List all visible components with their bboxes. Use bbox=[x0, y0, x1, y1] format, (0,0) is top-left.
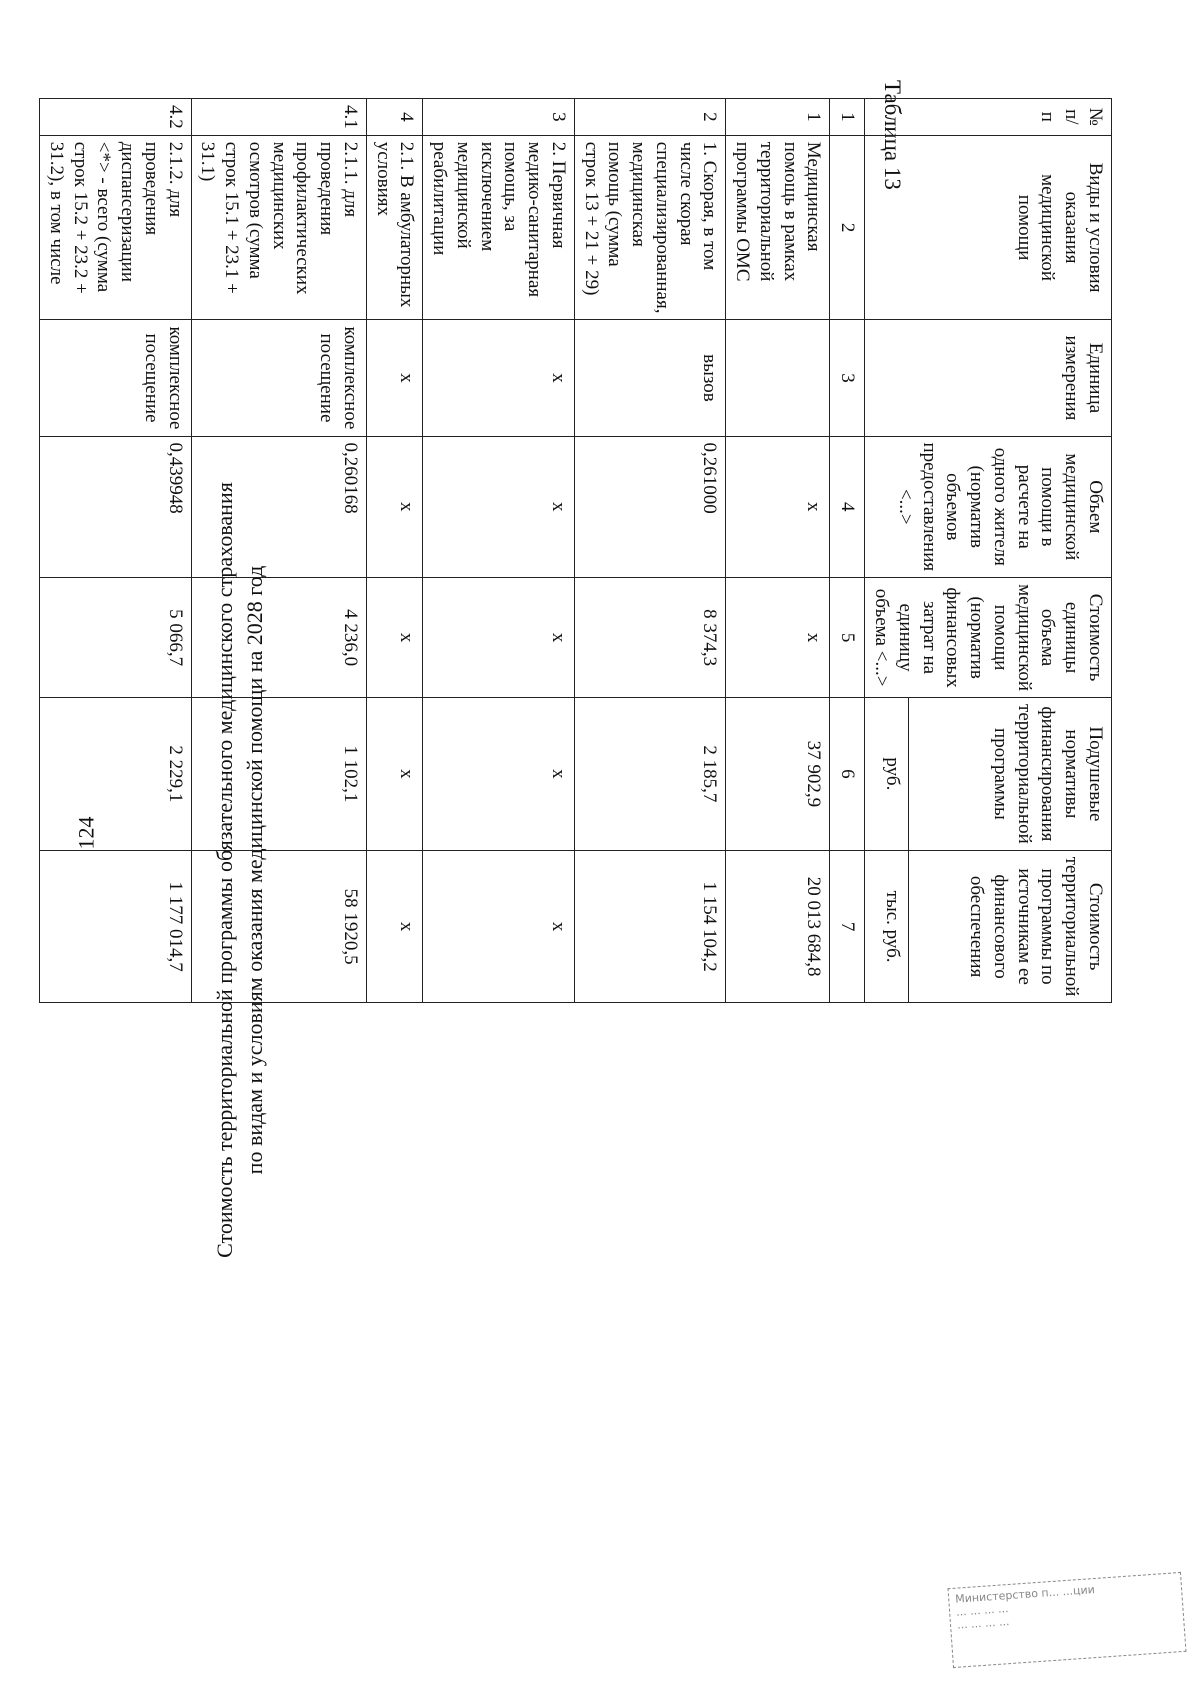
stamp-line: ... ... ... ... bbox=[955, 1602, 1009, 1619]
stamp-line: Министерство п... ...ции bbox=[954, 1583, 1096, 1606]
header-volume: Объем медицинской помощи в расчете на одного жителя (норматив объемов предоставления <...> bbox=[865, 436, 1112, 578]
title-line-2: по видам и условиям оказания медицинской помощи на 2028 год bbox=[241, 565, 267, 1175]
table-row bbox=[726, 99, 830, 1003]
column-number: 1 bbox=[830, 99, 865, 136]
row-unit-cost: 5 066,7 bbox=[40, 578, 192, 698]
table-row bbox=[40, 99, 192, 1003]
header-care-type: Виды и условия оказания медицинской помощи bbox=[865, 135, 1112, 320]
row-number: 4.2 bbox=[40, 99, 192, 136]
header-unit-thousand-rub: тыс. руб. bbox=[865, 850, 909, 1003]
row-number: 3 bbox=[423, 99, 575, 136]
header-per-capita: Подушевые нормативы финансирования территориальной программы bbox=[909, 698, 1112, 851]
row-unit: комплексное посещение bbox=[191, 320, 366, 436]
row-unit-cost: 8 374,3 bbox=[575, 578, 727, 698]
page-number: 124 bbox=[73, 816, 99, 850]
header-unit-rub: руб. bbox=[865, 698, 909, 851]
row-unit: комплексное посещение bbox=[40, 320, 192, 436]
table-row bbox=[191, 99, 366, 1003]
row-volume: 0,439948 bbox=[40, 436, 192, 578]
cost-table bbox=[39, 98, 1112, 1003]
row-unit: x bbox=[367, 320, 424, 436]
row-care-type: 2.1.1. для проведения профилактических медицинских осмотров (сумма строк 15.1 + 23.1 + 31.1) bbox=[191, 135, 366, 320]
row-number: 1 bbox=[726, 99, 830, 136]
row-care-type: 2. Первичная медико-санитарная помощь, за исключением медицинской реабилитации bbox=[423, 135, 575, 320]
row-unit-cost: x bbox=[367, 578, 424, 698]
row-care-type: 2.1.2. для проведения диспансеризации <*> - всего (сумма строк 15.2 + 23.2 + 31.2), в том числе bbox=[40, 135, 192, 320]
header-unit-cost: Стоимость единицы объема медицинской помощи (норматив финансовых затрат на единицу объема <...> bbox=[865, 578, 1112, 698]
column-number: 5 bbox=[830, 578, 865, 698]
column-number: 2 bbox=[830, 135, 865, 320]
header-total-cost: Стоимость территориальной программы по источникам ее финансового обеспечения bbox=[909, 850, 1112, 1003]
row-volume: 0,260168 bbox=[191, 436, 366, 578]
header-row bbox=[909, 99, 1112, 1003]
row-volume: x bbox=[726, 436, 830, 578]
title-line-1: Стоимость территориальной программы обязательного медицинского страхования bbox=[212, 482, 237, 1258]
table-label-text: Таблица 13 bbox=[880, 80, 905, 190]
ministry-stamp bbox=[947, 1572, 1186, 1668]
row-total-cost: x bbox=[423, 850, 575, 1003]
row-care-type: 1. Скорая, в том числе скорая специализированная, медицинская помощь (сумма строк 13 + 21 + 29) bbox=[575, 135, 727, 320]
row-per-capita: 37 902,9 bbox=[726, 698, 830, 851]
row-number: 4 bbox=[367, 99, 424, 136]
column-number: 7 bbox=[830, 850, 865, 1003]
row-per-capita: 2 229,1 bbox=[40, 698, 192, 851]
row-total-cost: 1 154 104,2 bbox=[575, 850, 727, 1003]
row-total-cost: 20 013 684,8 bbox=[726, 850, 830, 1003]
row-per-capita: x bbox=[423, 698, 575, 851]
row-total-cost: x bbox=[367, 850, 424, 1003]
table-row bbox=[575, 99, 727, 1003]
row-unit: вызов bbox=[575, 320, 727, 436]
row-per-capita: x bbox=[367, 698, 424, 851]
row-unit-cost: x bbox=[423, 578, 575, 698]
row-unit: x bbox=[423, 320, 575, 436]
column-number: 6 bbox=[830, 698, 865, 851]
row-per-capita: 1 102,1 bbox=[191, 698, 366, 851]
row-volume: x bbox=[423, 436, 575, 578]
cost-table-wrapper bbox=[39, 98, 1112, 1003]
table-row bbox=[367, 99, 424, 1003]
header-unit: Единица измерения bbox=[865, 320, 1112, 436]
row-unit-cost: x bbox=[726, 578, 830, 698]
row-volume: x bbox=[367, 436, 424, 578]
row-total-cost: 58 1920,5 bbox=[191, 850, 366, 1003]
column-number-row bbox=[830, 99, 865, 1003]
row-care-type: 2.1. В амбулаторных условиях bbox=[367, 135, 424, 320]
row-number: 2 bbox=[575, 99, 727, 136]
table-row bbox=[423, 99, 575, 1003]
header-number: № п/п bbox=[865, 99, 1112, 136]
row-unit bbox=[726, 320, 830, 436]
row-care-type: Медицинская помощь в рамках территориальной программы ОМС bbox=[726, 135, 830, 320]
row-number: 4.1 bbox=[191, 99, 366, 136]
row-unit-cost: 4 236,0 bbox=[191, 578, 366, 698]
row-per-capita: 2 185,7 bbox=[575, 698, 727, 851]
stamp-line: ... ... ... ... bbox=[956, 1615, 1010, 1632]
row-volume: 0,261000 bbox=[575, 436, 727, 578]
column-number: 4 bbox=[830, 436, 865, 578]
row-total-cost: 1 177 014,7 bbox=[40, 850, 192, 1003]
column-number: 3 bbox=[830, 320, 865, 436]
